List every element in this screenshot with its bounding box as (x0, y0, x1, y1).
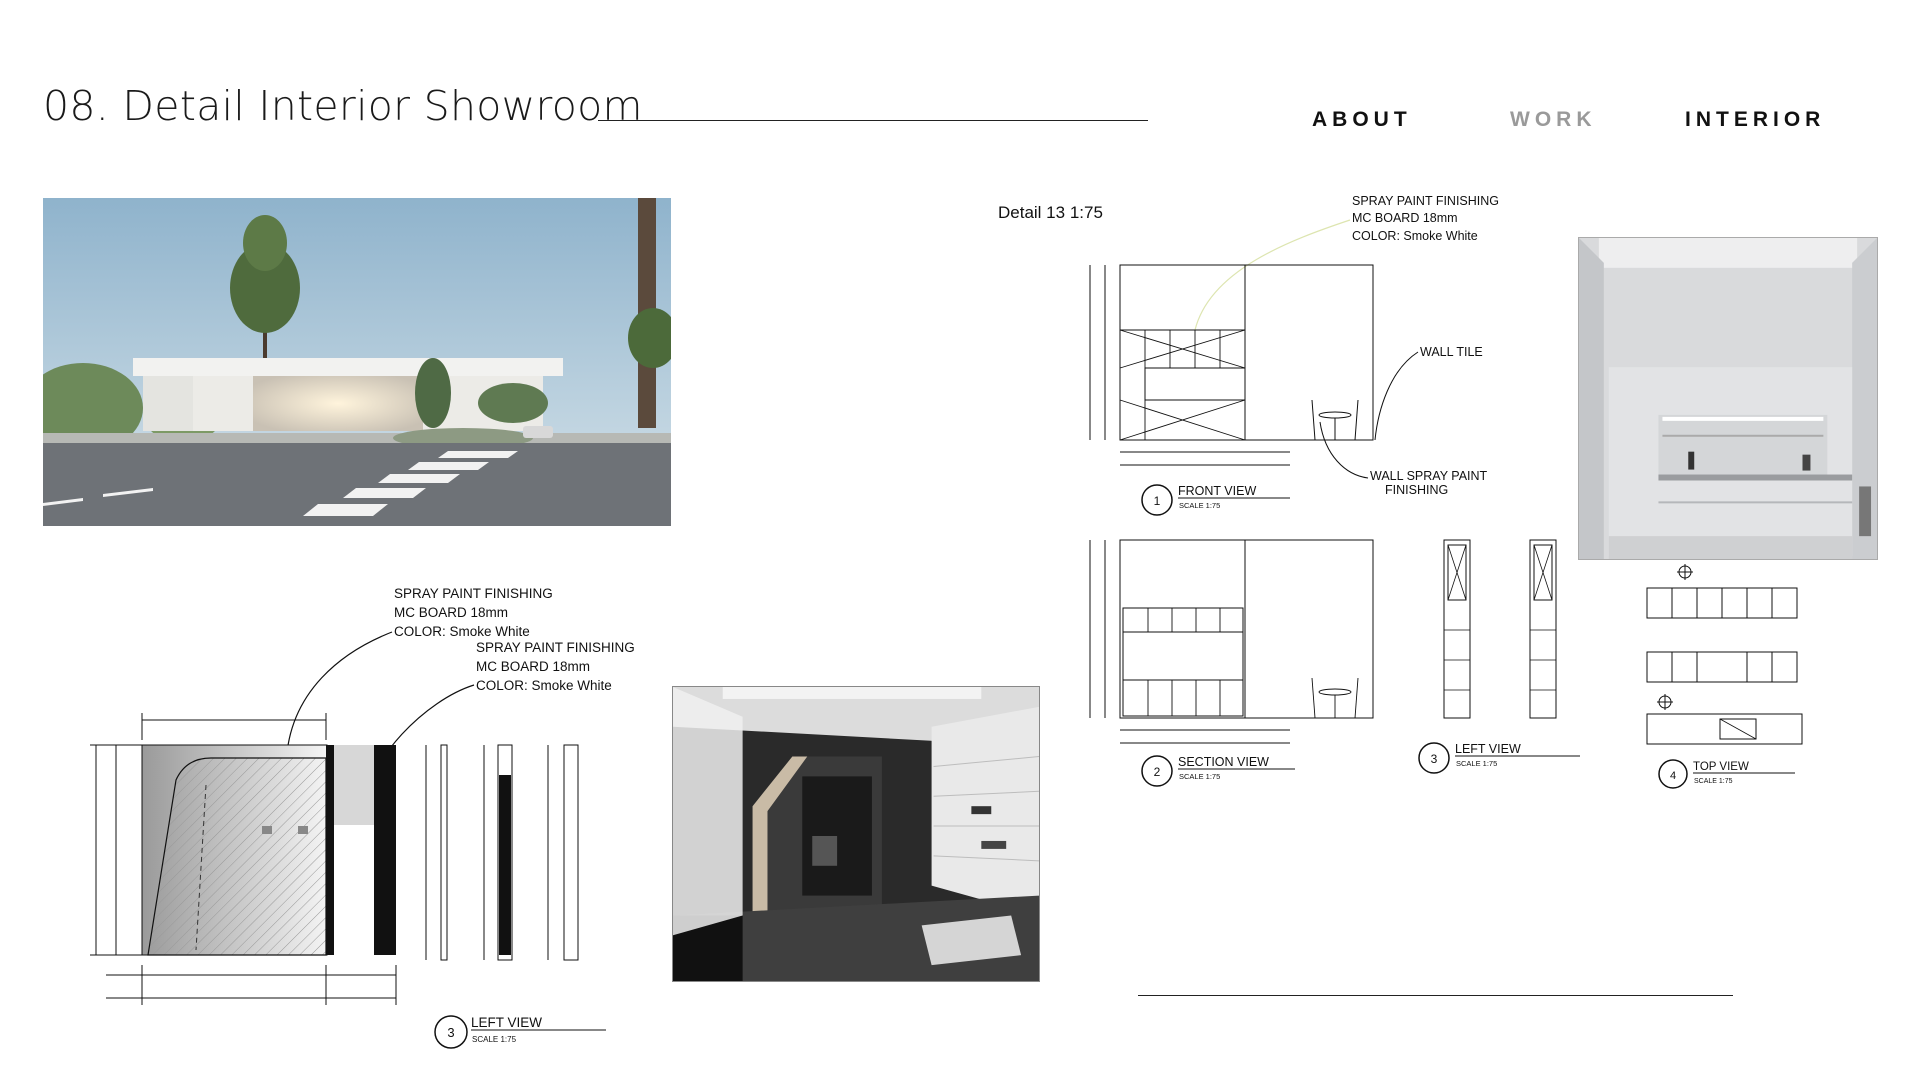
left-note2-line3: COLOR: Smoke White (476, 678, 612, 693)
left-note2-line1: SPRAY PAINT FINISHING (476, 640, 635, 655)
page-title: 08. Detail Interior Showroom (43, 82, 643, 130)
bottom-divider (1138, 995, 1733, 996)
kitchen-render-image (1578, 237, 1878, 560)
title-divider (598, 120, 1148, 121)
view1-scale: SCALE 1:75 (1179, 501, 1221, 510)
view3-number: 3 (1430, 752, 1438, 766)
exterior-render-image (43, 198, 671, 526)
top-view-drawing (1625, 562, 1805, 794)
wall-tile-label: WALL TILE (1420, 345, 1483, 359)
view2-number: 2 (1153, 765, 1161, 779)
left-note1-line3: COLOR: Smoke White (394, 624, 530, 639)
nav-about-link[interactable]: ABOUT (1312, 108, 1412, 131)
wall-spray-line2: FINISHING (1385, 483, 1449, 497)
view4-number: 4 (1669, 770, 1677, 782)
nav-work-link[interactable]: WORK (1510, 108, 1597, 131)
nav-interior-link[interactable]: INTERIOR (1685, 108, 1826, 131)
left-view-number: 3 (447, 1025, 455, 1040)
detail-13-drawing (990, 190, 1590, 800)
left-note1-line2: MC BOARD 18mm (394, 605, 509, 620)
view1-number: 1 (1153, 494, 1161, 508)
left-view-scale: SCALE 1:75 (472, 1035, 517, 1044)
detail-label: Detail 13 1:75 (998, 203, 1103, 222)
left-view-title: LEFT VIEW (471, 1015, 543, 1030)
right-note-line2: MC BOARD 18mm (1352, 211, 1458, 225)
office-interior-render-image (672, 686, 1040, 982)
view1-title: FRONT VIEW (1178, 484, 1257, 498)
right-note-line1: SPRAY PAINT FINISHING (1352, 194, 1500, 208)
view4-scale: SCALE 1:75 (1694, 778, 1733, 785)
view4-title: TOP VIEW (1693, 761, 1749, 773)
view3-scale: SCALE 1:75 (1456, 759, 1498, 768)
left-note1-line1: SPRAY PAINT FINISHING (394, 586, 553, 601)
view2-scale: SCALE 1:75 (1179, 772, 1221, 781)
left-note2-line2: MC BOARD 18mm (476, 659, 591, 674)
wall-spray-line1: WALL SPRAY PAINT (1370, 469, 1488, 483)
view2-title: SECTION VIEW (1178, 755, 1269, 769)
right-note-line3: COLOR: Smoke White (1352, 229, 1478, 243)
left-view-drawing (86, 580, 666, 1060)
view3-title: LEFT VIEW (1455, 742, 1521, 756)
